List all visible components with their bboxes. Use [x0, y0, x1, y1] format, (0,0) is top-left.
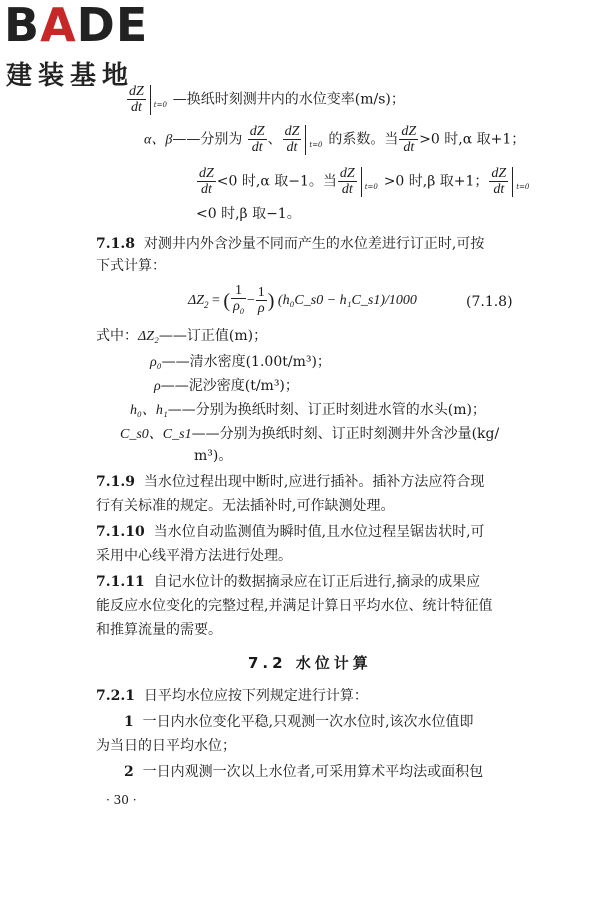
- equation-number: (7.1.8): [466, 294, 513, 310]
- clause-7-2-1: 7.2.1 日平均水位应按下列规定进行计算：: [96, 688, 368, 704]
- clause-number: 7.1.8: [96, 236, 135, 252]
- list-item-1: 1 一日内水位变化平稳,只观测一次水位时,该次水位值即: [124, 714, 474, 730]
- page-number: · 30 ·: [106, 793, 137, 807]
- brand-logo-subtitle: 建装基地: [6, 61, 135, 91]
- formula-def-dzdt: [126, 84, 405, 115]
- clause-7-1-11-cont: 和推算流量的需要。: [96, 622, 222, 638]
- where-item: C_s0、C_s1——分别为换纸时刻、订正时刻测井外含沙量(kg/: [120, 426, 500, 442]
- definition-text: —换纸时刻测井内的水位变率(m/s)；: [172, 91, 405, 108]
- clause-7-1-9-cont: 行有关标准的规定。无法插补时,可作缺测处理。: [96, 498, 395, 514]
- logo-letter: B: [4, 0, 41, 52]
- brand-logo: [4, 0, 148, 52]
- clause-7-1-11-cont: 能反应水位变化的完整过程,并满足计算日平均水位、统计特征值: [96, 598, 493, 614]
- where-label: 式中：: [96, 328, 138, 344]
- clause-7-1-10: 7.1.10 当水位自动监测值为瞬时值,且水位过程呈锯齿状时,可: [96, 524, 485, 540]
- clause-7-1-8-cont: 下式计算：: [96, 258, 166, 274]
- where-item: ΔZ₂——订正值(m)；: [138, 328, 268, 344]
- clause-7-1-10-cont: 采用中心线平滑方法进行处理。: [96, 548, 292, 564]
- where-item: ρ₀——清水密度(1.00t/m³)；: [150, 354, 331, 370]
- where-item: h₀、h₁——分别为换纸时刻、订正时刻进水管的水头(m)；: [130, 402, 486, 418]
- clause-7-1-9: 7.1.9 当水位过程出现中断时,应进行插补。插补方法应符合现: [96, 474, 485, 490]
- formula-def-line3: $\frac{dZ}{dt}$ <0 时,α 取−1。当 $\frac{dZ}{dt}$ t=0 >0 时,β 取+1； $\frac{dZ}{dt}$ t=0: [196, 166, 535, 197]
- clause-7-1-8: 7.1.8 对测井内外含沙量不同而产生的水位差进行订正时,可按: [96, 236, 485, 252]
- fraction-dzdt: $\frac{dZ}{dt}$: [129, 84, 144, 115]
- formula-def-alpha-beta: α、β——分别为 $\frac{dZ}{dt}$ 、 $\frac{dZ}{dt}$ t=0 的系数。当 $\frac{dZ}{dt}$ >0 时,α 取+1；: [144, 124, 526, 155]
- where-item: ρ——泥沙密度(t/m³)；: [154, 378, 299, 394]
- clause-number: 7.1.10: [96, 524, 145, 540]
- list-item-1-cont: 为当日的日平均水位；: [96, 738, 236, 754]
- section-title: 7.2 水位计算: [248, 654, 372, 672]
- equation-7-1-8: $\Delta Z_2$ = ( $\frac{1}{\rho_0}$ − $\frac{1}{\rho}$ ) (h₀C_s0 − h₁C_s1)/1000: [188, 283, 417, 317]
- where-item-cont: m³)。: [194, 448, 233, 464]
- formula-def-line4: <0 时,β 取−1。: [196, 206, 301, 222]
- clause-number: 7.2.1: [96, 688, 135, 704]
- clause-number: 7.1.11: [96, 574, 145, 590]
- list-item-2: 2 一日内观测一次以上水位者,可采用算术平均法或面积包: [124, 764, 484, 780]
- logo-letter: DE: [76, 0, 149, 52]
- clause-7-1-11: 7.1.11 自记水位计的数据摘录应在订正后进行,摘录的成果应: [96, 574, 481, 590]
- logo-letter-accent: A: [40, 0, 77, 52]
- evaluation-bar: t=0: [150, 85, 173, 115]
- clause-number: 7.1.9: [96, 474, 135, 490]
